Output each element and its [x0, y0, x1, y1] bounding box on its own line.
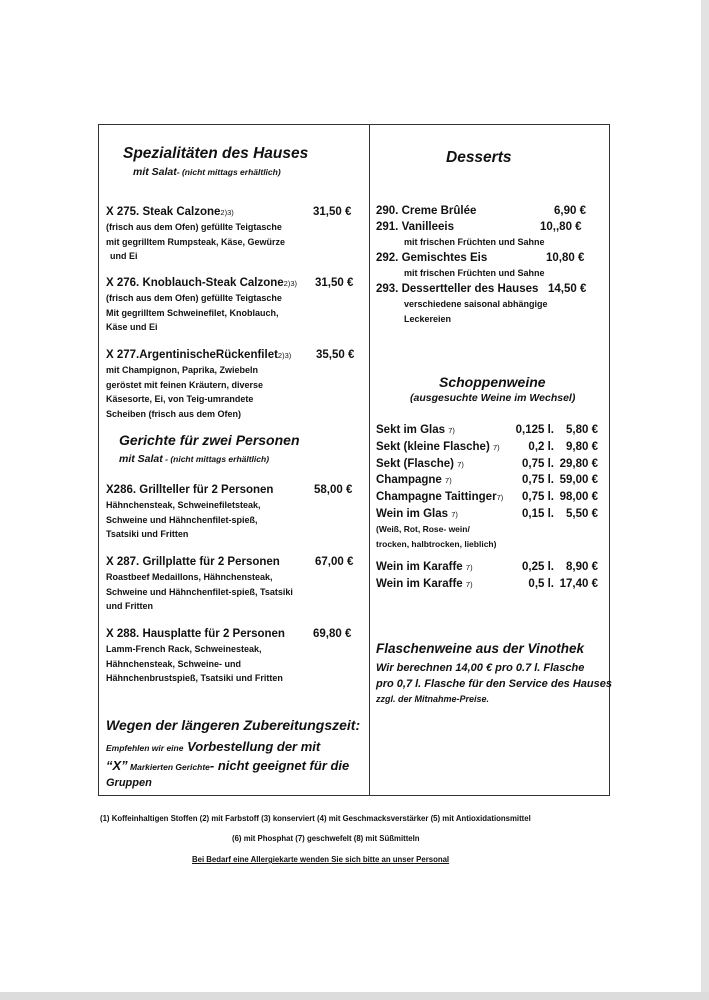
wine-name	[376, 424, 455, 436]
notice-line	[106, 757, 349, 775]
item-name: X 277.ArgentinischeRückenfilet	[106, 349, 278, 361]
wine-name	[376, 441, 500, 453]
menu-item-price: 58,00 €	[314, 484, 353, 496]
menu-item-price: 67,00 €	[315, 556, 354, 568]
notice-big: “X”	[106, 758, 128, 773]
wine-volume: 0,2 l.	[528, 441, 554, 453]
flaschen-line: zzgl. der Mitnahme-Preise.	[376, 694, 490, 704]
wine-note	[376, 522, 496, 551]
desc-line: trocken, halbtrocken, lieblich)	[376, 538, 497, 549]
desc-line: mit Champignon, Paprika, Zwiebeln	[106, 365, 259, 375]
allergen-ref: 2)3)	[220, 208, 234, 217]
desc-line: (frisch aus dem Ofen) gefüllte Teigtasche	[106, 293, 282, 303]
wine-price: 5,50 €	[566, 508, 598, 520]
subtitle-note: - (nicht mittags erhältlich)	[162, 454, 270, 464]
menu-item-price: 31,50 €	[315, 277, 354, 289]
allergen-ref: 2)3)	[277, 351, 292, 360]
dessert-price: 10,80 €	[546, 252, 585, 264]
wine-label: Wein im Karaffe	[376, 578, 463, 590]
menu-item-title: X286. Grillteller für 2 Personen	[106, 484, 274, 496]
menu-item-title	[106, 277, 297, 289]
desserts-title: Desserts	[446, 149, 512, 166]
wine-name	[376, 508, 458, 520]
subtitle-main: mit Salat	[119, 453, 163, 465]
specialties-title: Spezialitäten des Hauses	[123, 145, 309, 162]
wine-price: 17,40 €	[559, 578, 598, 590]
specialties-subtitle	[133, 166, 281, 178]
wine-volume: 0,75 l.	[522, 474, 554, 486]
menu-item-title	[106, 206, 234, 218]
allergen-ref: 7)	[496, 493, 504, 502]
item-name: X 276. Knoblauch-Steak Calzone	[106, 277, 284, 289]
desc-line: Käse und Ei	[106, 322, 158, 332]
wine-volume: 0,5 l.	[528, 578, 554, 590]
desc-line: (Weiß, Rot, Rose- wein/	[376, 524, 470, 534]
dessert-title: 290. Creme Brûlée	[376, 205, 477, 217]
menu-item-title: X 288. Hausplatte für 2 Personen	[106, 628, 285, 640]
wine-name	[376, 474, 452, 486]
menu-item-desc	[106, 363, 263, 421]
notice-big: - nicht geeignet für die	[209, 758, 350, 773]
wine-volume: 0,25 l.	[522, 561, 554, 573]
page-edge	[701, 0, 709, 1000]
desc-line: mit gegrilltem Rumpsteak, Käse, Gewürze	[106, 236, 286, 247]
notice-small: Empfehlen wir eine	[106, 743, 184, 753]
desc-line: Käsesorte, Ei, von Teig-umrandete	[106, 394, 254, 404]
menu-item-price: 69,80 €	[313, 628, 352, 640]
desc-line: Lamm-French Rack, Schweinesteak,	[106, 644, 262, 654]
dessert-title: 292. Gemischtes Eis	[376, 252, 488, 264]
wine-name	[376, 578, 473, 590]
desc-line: Hähnchensteak, Schweine- und	[106, 658, 242, 669]
wine-label: Sekt im Glas	[376, 424, 446, 436]
notice-title: Wegen der längeren Zubereitungszeit:	[106, 717, 361, 733]
allergen-ref: 7)	[465, 580, 473, 589]
desc-line: Roastbeef Medaillons, Hähnchensteak,	[106, 572, 273, 582]
allergen-legend: (1) Koffeinhaltigen Stoffen (2) mit Farbstoff (3) konserviert (4) mit Geschmacksverstärker (5) mit Antioxidationsmittel	[100, 814, 531, 823]
desc-line: Hähnchenbrustspieß, Tsatsiki und Fritten	[106, 673, 283, 683]
dessert-desc: mit frischen Früchten und Sahne	[404, 237, 545, 247]
dessert-desc	[404, 297, 548, 326]
subtitle-note: - (nicht mittags erhältlich)	[176, 167, 281, 177]
desc-line: Schweine und Hähnchenfilet-spieß,	[106, 514, 258, 525]
menu-item-desc	[106, 570, 293, 614]
flaschen-line: pro 0,7 l. Flasche für den Service des Hauses	[376, 678, 612, 690]
desc-line: Tsatsiki und Fritten	[106, 529, 189, 539]
allergen-ref: 7)	[457, 460, 464, 469]
wine-price: 8,90 €	[566, 561, 598, 573]
column-divider	[369, 124, 370, 796]
wine-price: 9,80 €	[566, 441, 598, 453]
wine-price: 5,80 €	[566, 424, 598, 436]
allergen-ref: 7)	[448, 426, 455, 435]
for-two-title: Gerichte für zwei Personen	[119, 432, 300, 448]
notice-big: Vorbestellung der mit	[183, 739, 321, 754]
desc-line: Scheiben (frisch aus dem Ofen)	[106, 408, 242, 419]
wine-price: 29,80 €	[559, 458, 598, 470]
desc-line: (frisch aus dem Ofen) gefüllte Teigtasche	[106, 222, 282, 232]
schoppen-title: Schoppenweine	[439, 374, 546, 390]
menu-item-price: 35,50 €	[316, 349, 355, 361]
wine-label: Sekt (kleine Flasche)	[376, 441, 490, 453]
subtitle-main: mit Salat	[133, 166, 177, 178]
desc-line: Schweine und Hähnchenfilet-spieß, Tsatsiki	[106, 586, 293, 597]
wine-price: 59,00 €	[559, 474, 598, 486]
wine-label: Sekt (Flasche)	[376, 458, 454, 470]
dessert-price: 6,90 €	[554, 205, 586, 217]
desc-line: Hähnchensteak, Schweinefiletsteak,	[106, 500, 261, 510]
menu-item-desc	[106, 498, 261, 542]
wine-volume: 0,125 l.	[515, 424, 554, 436]
wine-volume: 0,75 l.	[522, 491, 554, 503]
desc-line: und Fritten	[106, 601, 153, 611]
allergen-ref: 7)	[492, 443, 500, 452]
wine-name	[376, 458, 464, 470]
menu-item-desc	[106, 220, 285, 264]
item-name: X 275. Steak Calzone	[106, 206, 221, 218]
wine-volume: 0,75 l.	[522, 458, 554, 470]
dessert-desc: mit frischen Früchten und Sahne	[404, 268, 545, 278]
desc-line: verschiedene saisonal abhängige	[404, 299, 548, 309]
menu-item-desc	[106, 642, 283, 686]
desc-line: und Ei	[110, 251, 138, 261]
allergy-card-note: Bei Bedarf eine Allergiekarte wenden Sie sich bitte an unser Personal	[192, 855, 450, 864]
wine-volume: 0,15 l.	[522, 508, 554, 520]
menu-item-title	[106, 349, 291, 361]
dessert-title: 293. Dessertteller des Hauses	[376, 283, 539, 295]
dessert-title: 291. Vanilleeis	[376, 221, 455, 233]
menu-item-price: 31,50 €	[313, 206, 352, 218]
allergen-ref: 7)	[445, 476, 452, 485]
wine-name	[376, 491, 503, 503]
allergen-legend: (6) mit Phosphat (7) geschwefelt (8) mit Süßmitteln	[232, 834, 420, 843]
wine-label: Wein im Glas	[376, 508, 449, 520]
allergen-ref: 2)3)	[283, 279, 298, 288]
wine-label: Champagne	[376, 474, 442, 486]
schoppen-subtitle: (ausgesuchte Weine im Wechsel)	[410, 392, 576, 404]
menu-item-title: X 287. Grillplatte für 2 Personen	[106, 556, 280, 568]
page-edge	[0, 992, 709, 1000]
menu-item-desc	[106, 291, 282, 335]
flaschen-title: Flaschenweine aus der Vinothek	[376, 641, 585, 656]
wine-name	[376, 561, 473, 573]
notice-line: Gruppen	[106, 777, 152, 789]
desc-line: Mit gegrilltem Schweinefilet, Knoblauch,	[106, 307, 279, 318]
allergen-ref: 7)	[451, 510, 458, 519]
wine-label: Wein im Karaffe	[376, 561, 463, 573]
for-two-subtitle	[119, 453, 269, 465]
desc-line: geröstet mit feinen Kräutern, diverse	[106, 379, 264, 390]
dessert-price: 14,50 €	[548, 283, 587, 295]
flaschen-line: Wir berechnen 14,00 € pro 0.7 l. Flasche	[376, 662, 585, 674]
dessert-price: 10,,80 €	[540, 221, 582, 233]
desc-line: Leckereien	[404, 313, 452, 324]
notice-small: Markierten Gerichte	[127, 762, 210, 772]
notice-line	[106, 738, 320, 756]
wine-label: Champagne Taittinger	[376, 491, 497, 503]
wine-price: 98,00 €	[559, 491, 598, 503]
allergen-ref: 7)	[465, 563, 473, 572]
